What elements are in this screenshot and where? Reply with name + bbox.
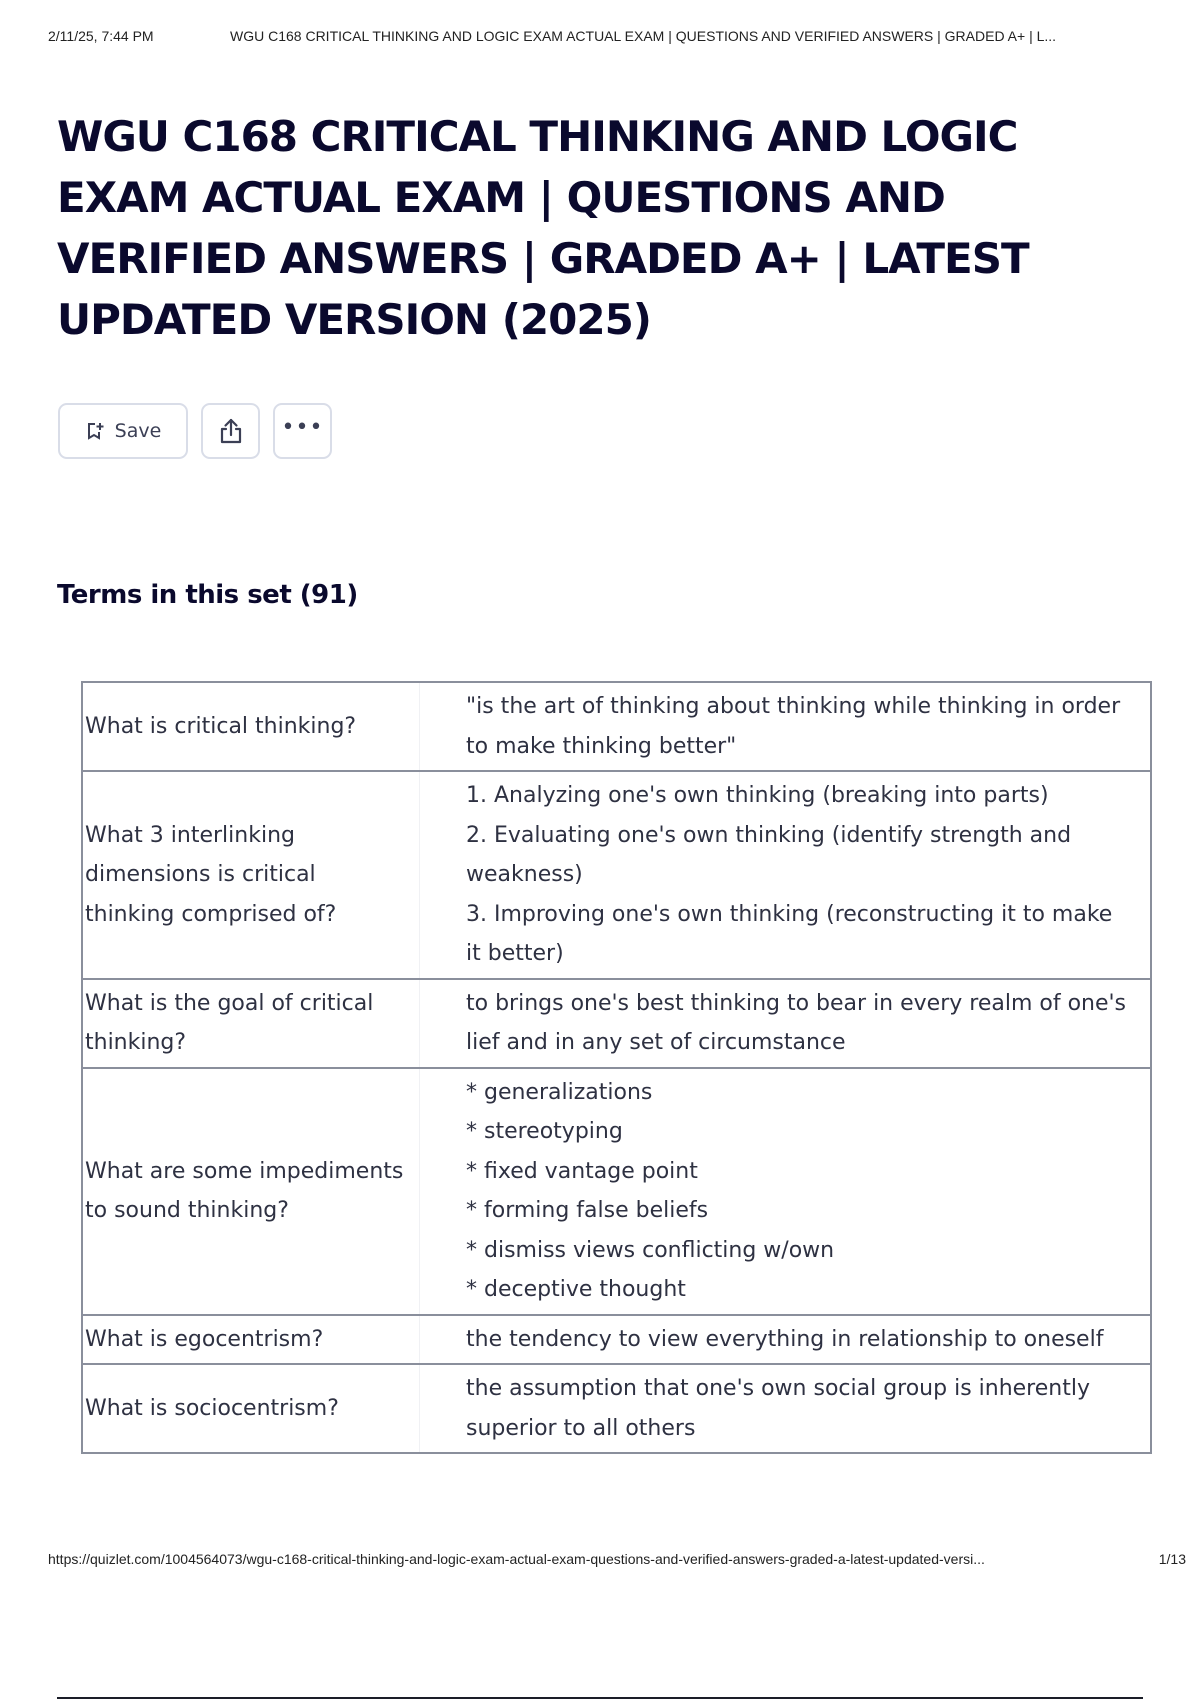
terms-count-heading: Terms in this set (91) bbox=[57, 580, 358, 610]
definition-line: * forming false beliefs bbox=[466, 1198, 709, 1223]
term-question: What is sociocentrism? bbox=[82, 1364, 420, 1453]
save-button[interactable] bbox=[58, 403, 188, 459]
term-definition bbox=[420, 979, 1152, 1068]
term-question: What are some impediments to sound thinking? bbox=[82, 1068, 420, 1315]
definition-line: * dismiss views conflicting w/own bbox=[466, 1237, 835, 1263]
print-page-title: WGU C168 CRITICAL THINKING AND LOGIC EXAM ACTUAL EXAM | QUESTIONS AND VERIFIED ANSWERS | GRADED A+ | L... bbox=[230, 28, 1057, 44]
print-datetime: 2/11/25, 7:44 PM bbox=[48, 28, 154, 44]
print-footer bbox=[48, 1551, 1186, 1567]
definition-line: * generalizations bbox=[466, 1079, 653, 1105]
definition-line: the assumption that one's own social group is inherently superior to all others bbox=[466, 1376, 1090, 1441]
term-definition bbox=[420, 1364, 1152, 1453]
more-options-button[interactable] bbox=[273, 403, 332, 459]
term-definition bbox=[420, 1315, 1152, 1365]
definition-line: 3. Improving one's own thinking (reconstructing it to make it better) bbox=[466, 901, 1113, 966]
term-question: What is the goal of critical thinking? bbox=[82, 979, 420, 1068]
share-button[interactable] bbox=[201, 403, 260, 459]
save-button-label: Save bbox=[114, 420, 162, 442]
definition-line: the tendency to view everything in relationship to oneself bbox=[466, 1326, 1104, 1352]
definition-line: * fixed vantage point bbox=[466, 1158, 698, 1184]
page-divider bbox=[57, 1697, 1143, 1699]
term-row bbox=[82, 771, 1151, 979]
term-question: What is critical thinking? bbox=[82, 682, 420, 771]
definition-line: "is the art of thinking about thinking while thinking in order to make thinking better" bbox=[466, 694, 1121, 759]
definition-line: 1. Analyzing one's own thinking (breaking into parts) bbox=[466, 783, 1049, 808]
action-bar bbox=[58, 403, 332, 459]
save-bookmark-icon bbox=[85, 421, 105, 441]
definition-line: to brings one's best thinking to bear in every realm of one's lief and in any set of circumstance bbox=[466, 990, 1127, 1055]
page-title: WGU C168 CRITICAL THINKING AND LOGIC EXAM ACTUAL EXAM | QUESTIONS AND VERIFIED ANSWERS | GRADED A+ | LATEST UPDATED VERSION (2025) bbox=[57, 112, 1029, 344]
term-row bbox=[82, 682, 1151, 771]
print-header bbox=[48, 28, 1186, 44]
term-row bbox=[82, 1068, 1151, 1315]
definition-line: * stereotyping bbox=[466, 1119, 623, 1144]
definition-line: * deceptive thought bbox=[466, 1277, 686, 1302]
more-options-icon: ••• bbox=[281, 415, 324, 440]
terms-table bbox=[81, 681, 1152, 1454]
print-url: https://quizlet.com/1004564073/wgu-c168-critical-thinking-and-logic-exam-actual-exam-questions-and-verified-answers-graded-a-latest-updated-versi... bbox=[48, 1551, 985, 1567]
page-number: 1/13 bbox=[1158, 1551, 1186, 1567]
term-question: What 3 interlinking dimensions is critical thinking comprised of? bbox=[82, 771, 420, 979]
term-row bbox=[82, 1364, 1151, 1453]
term-question: What is egocentrism? bbox=[82, 1315, 420, 1365]
term-definition bbox=[420, 771, 1152, 979]
share-icon bbox=[218, 417, 244, 445]
term-row bbox=[82, 1315, 1151, 1365]
definition-line: 2. Evaluating one's own thinking (identify strength and weakness) bbox=[466, 822, 1072, 887]
term-definition bbox=[420, 682, 1152, 771]
term-definition bbox=[420, 1068, 1152, 1315]
term-row bbox=[82, 979, 1151, 1068]
